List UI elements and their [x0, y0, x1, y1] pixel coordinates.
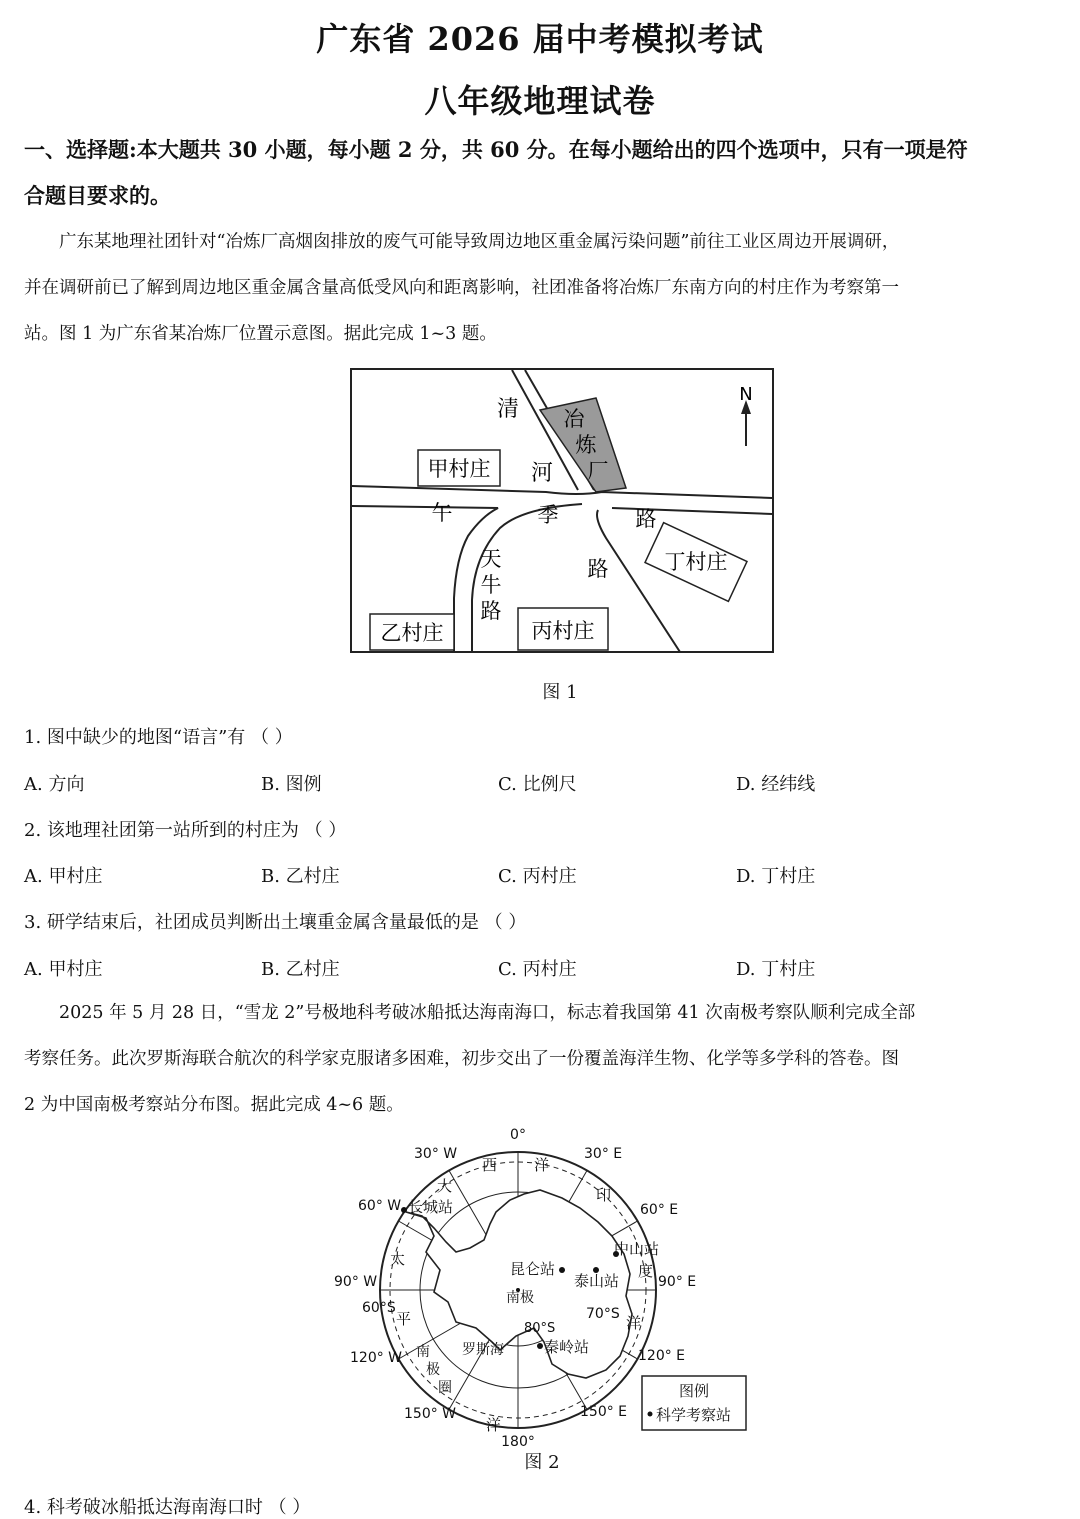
road-label-wu: 午: [431, 501, 453, 525]
legend-item-label: 科学考察站: [656, 1406, 732, 1424]
ross-sea-label: 罗斯海: [462, 1342, 504, 1358]
tianniu-label-2: 牛: [480, 573, 502, 597]
factory-label-2: 炼: [575, 433, 597, 457]
station-qinling-dot: [537, 1343, 543, 1349]
q2-option-b[interactable]: B. 乙村庄: [261, 866, 340, 887]
q1-option-d[interactable]: D. 经纬线: [736, 774, 816, 795]
lon-90w: 90° W: [334, 1274, 378, 1290]
passage1-line3: 站。图 1 为广东省某冶炼厂位置示意图。据此完成 1~3 题。: [24, 324, 497, 344]
exam-subtitle: 八年级地理试卷: [424, 82, 656, 120]
lon-60w: 60° W: [358, 1198, 402, 1214]
lon-90e: 90° E: [658, 1274, 697, 1290]
station-changcheng-dot: [401, 1207, 407, 1213]
station-qinling-label: 秦岭站: [544, 1338, 590, 1356]
tianniu-label-1: 天: [480, 547, 502, 571]
lon-120w: 120° W: [350, 1350, 403, 1366]
passage2-line2: 考察任务。此次罗斯海联合航次的科学家克服诸多困难，初步交出了一份覆盖海洋生物、化学等多学科的答卷。图: [24, 1049, 899, 1069]
lon-30w: 30° W: [414, 1146, 458, 1162]
north-label: N: [739, 384, 753, 405]
lat-60s: 60°S: [362, 1300, 396, 1316]
antarctic-circle-2: 极: [426, 1362, 440, 1378]
antarctic-circle-1: 南: [416, 1344, 430, 1360]
ocean-pacific-2: 平: [396, 1310, 412, 1328]
station-kunlun-label: 昆仑站: [510, 1260, 556, 1278]
question1-stem: 1. 图中缺少的地图“语言”有 （ ）: [24, 727, 293, 748]
factory-label-3: 厂: [587, 459, 609, 483]
question4-stem: 4. 科考破冰船抵达海南海口时 （ ）: [24, 1497, 311, 1518]
station-changcheng-label: 长城站: [408, 1198, 454, 1216]
question3-stem: 3. 研学结束后，社团成员判断出土壤重金属含量最低的是 （ ）: [24, 912, 527, 933]
ocean-indian-2: 度: [638, 1262, 654, 1280]
south-pole-label: 南极: [506, 1290, 534, 1306]
village-ding-label: 丁村庄: [664, 550, 728, 574]
lon-30e: 30° E: [584, 1146, 623, 1162]
section-heading-line1: 一、选择题:本大题共 30 小题，每小题 2 分，共 60 分。在每小题给出的四个选项中，只有一项是符: [24, 137, 968, 162]
question2-stem: 2. 该地理社团第一站所到的村庄为 （ ）: [24, 820, 347, 841]
road-label-ji: 季: [537, 503, 559, 527]
lon-0: 0°: [510, 1127, 526, 1143]
station-kunlun-dot: [559, 1267, 565, 1273]
ocean-atlantic-1: 大: [437, 1177, 453, 1195]
passage1-line1: 广东某地理社团针对“冶炼厂高烟囱排放的废气可能导致周边地区重金属污染问题”前往工业区周边开展调研，: [59, 232, 900, 252]
legend-title: 图例: [678, 1382, 710, 1400]
q1-option-a[interactable]: A. 方向: [24, 774, 85, 795]
river-label-2: 河: [530, 461, 554, 486]
q1-option-c[interactable]: C. 比例尺: [498, 774, 577, 795]
section-heading-line2: 合题目要求的。: [24, 183, 171, 208]
passage1-line2: 并在调研前已了解到周边地区重金属含量高低受风向和距离影响，社团准备将冶炼厂东南方向的村庄作为考察第一: [24, 278, 899, 298]
ocean-atlantic-2: 西: [482, 1156, 498, 1174]
antarctic-circle-3: 圈: [438, 1380, 452, 1396]
figure2-polar-map: [330, 1124, 750, 1450]
lon-150w: 150° W: [404, 1406, 457, 1422]
figure1-caption: 图 1: [542, 682, 578, 703]
lat-80s: 80°S: [524, 1321, 556, 1336]
q1-option-b[interactable]: B. 图例: [261, 774, 322, 795]
q3-option-d[interactable]: D. 丁村庄: [736, 959, 816, 980]
lon-120e: 120° E: [638, 1348, 686, 1364]
q2-option-c[interactable]: C. 丙村庄: [498, 866, 577, 887]
ocean-indian-1: 印: [596, 1186, 612, 1204]
village-jia-label: 甲村庄: [427, 457, 491, 481]
ocean-pacific-3: 洋: [486, 1416, 502, 1434]
lon-60e: 60° E: [640, 1202, 679, 1218]
passage2-line3: 2 为中国南极考察站分布图。据此完成 4~6 题。: [24, 1095, 404, 1115]
road-label-lu: 路: [635, 507, 657, 531]
legend-station-dot: [648, 1412, 653, 1417]
village-yi-label: 乙村庄: [380, 621, 444, 645]
lon-180: 180°: [501, 1434, 535, 1450]
q3-option-a[interactable]: A. 甲村庄: [24, 959, 103, 980]
village-bing-label: 丙村庄: [531, 619, 595, 643]
q3-option-b[interactable]: B. 乙村庄: [261, 959, 340, 980]
tianniu-label-3: 路: [480, 599, 502, 623]
station-zhongshan-label: 中山站: [614, 1240, 660, 1258]
ocean-indian-3: 洋: [626, 1314, 642, 1332]
figure1-map: [350, 368, 774, 654]
passage2-line1: 2025 年 5 月 28 日，“雪龙 2”号极地科考破冰船抵达海南海口，标志着我国第 41 次南极考察队顺利完成全部: [59, 1003, 916, 1023]
road-label-lu2: 路: [587, 557, 609, 581]
ocean-atlantic-3: 洋: [534, 1156, 550, 1174]
factory-label-1: 冶: [563, 407, 585, 431]
exam-title: 广东省 2026 届中考模拟考试: [316, 20, 764, 58]
q2-option-a[interactable]: A. 甲村庄: [24, 866, 103, 887]
river-label-1: 清: [496, 397, 520, 422]
figure2-caption: 图 2: [524, 1452, 560, 1473]
q2-option-d[interactable]: D. 丁村庄: [736, 866, 816, 887]
q3-option-c[interactable]: C. 丙村庄: [498, 959, 577, 980]
lat-70s: 70°S: [586, 1306, 620, 1322]
station-taishan-label: 泰山站: [574, 1272, 620, 1290]
ocean-pacific-1: 太: [390, 1250, 406, 1268]
lon-150e: 150° E: [580, 1404, 628, 1420]
